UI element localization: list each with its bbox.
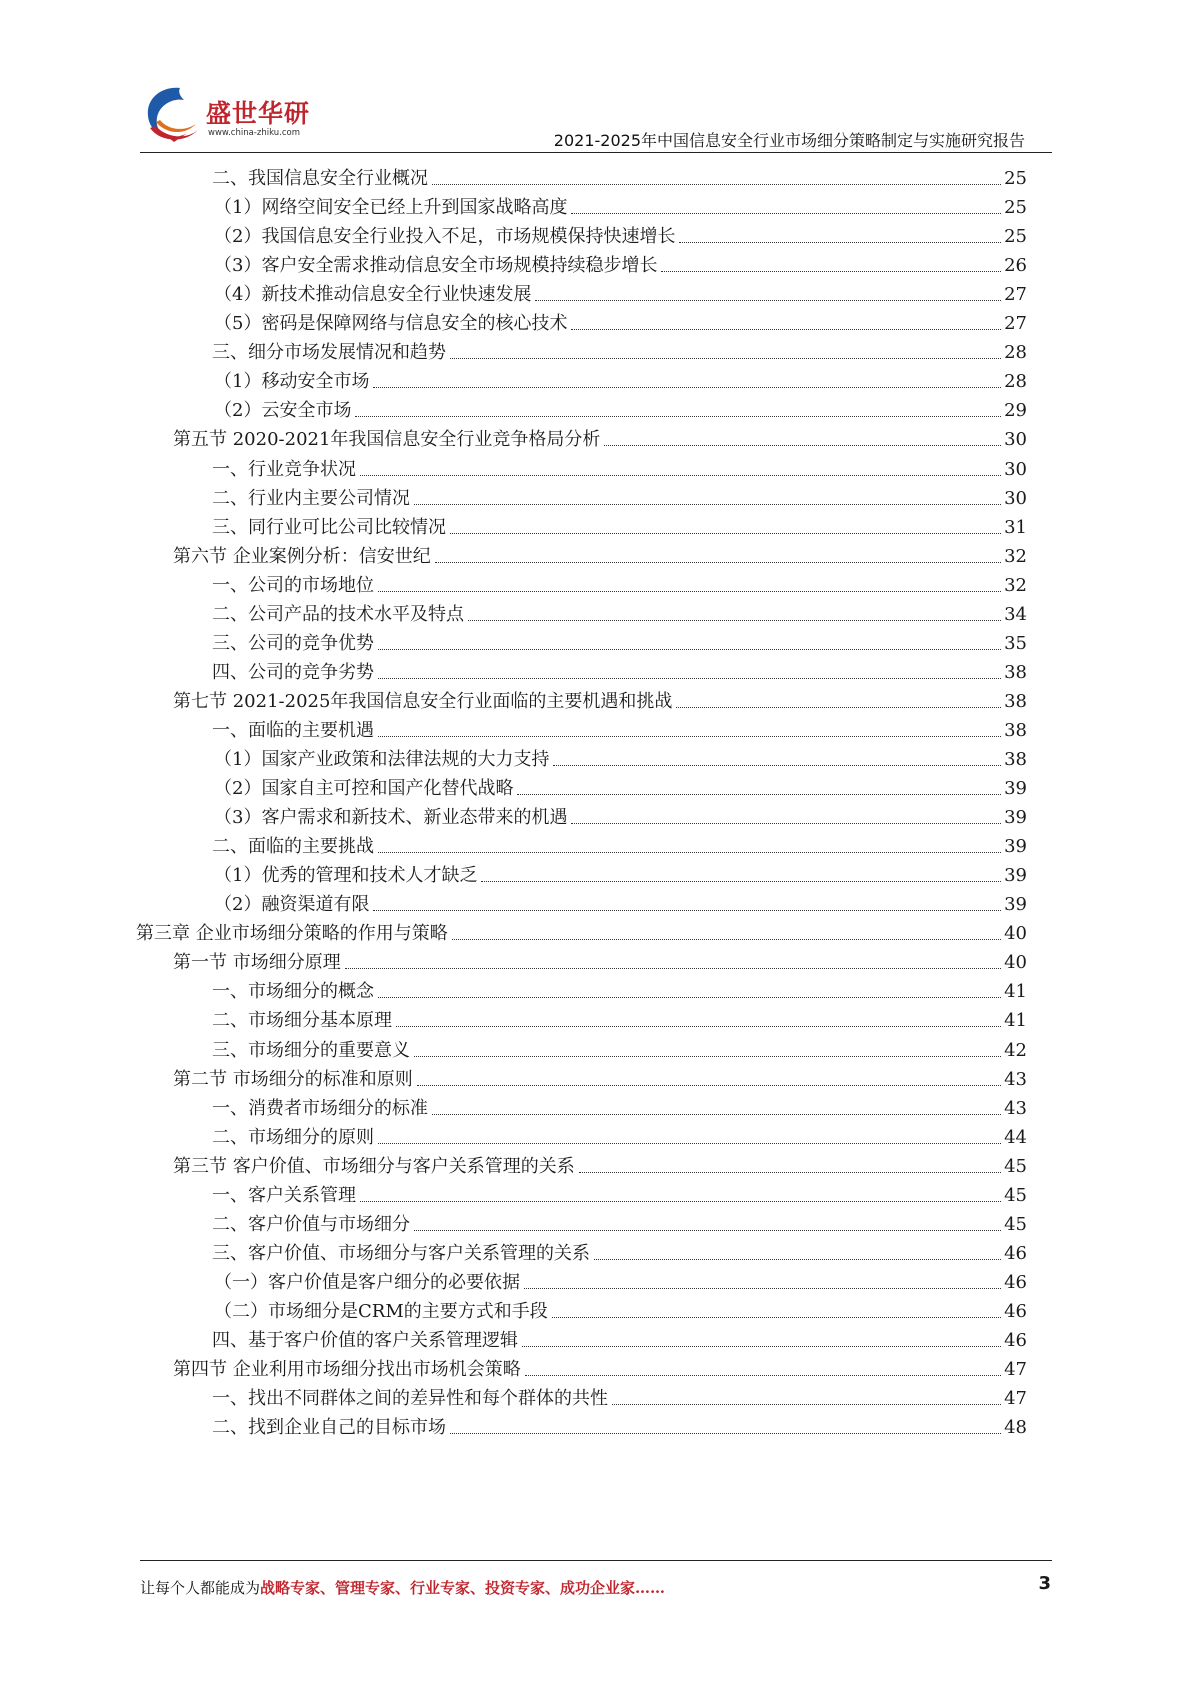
toc-entry-page: 34 bbox=[1004, 603, 1027, 625]
toc-entry[interactable] bbox=[214, 743, 1027, 771]
toc-entry[interactable] bbox=[212, 569, 1027, 597]
toc-entry-page: 41 bbox=[1004, 981, 1027, 1003]
logo-url: www.china-zhiku.com bbox=[208, 128, 300, 138]
toc-entry-title: 一、找出不同群体之间的差异性和每个群体的共性 bbox=[212, 1388, 608, 1410]
toc-dot-leader bbox=[360, 1201, 1001, 1202]
toc-entry[interactable] bbox=[173, 1063, 1027, 1091]
toc-entry-page: 47 bbox=[1004, 1388, 1027, 1410]
toc-entry[interactable] bbox=[212, 1034, 1027, 1062]
header-divider bbox=[140, 152, 1052, 153]
toc-entry[interactable] bbox=[212, 162, 1027, 190]
toc-entry-page: 30 bbox=[1004, 487, 1027, 509]
toc-entry[interactable] bbox=[214, 772, 1027, 800]
toc-entry[interactable] bbox=[212, 1411, 1027, 1439]
toc-entry[interactable] bbox=[214, 1295, 1027, 1323]
toc-entry[interactable] bbox=[214, 278, 1027, 306]
toc-dot-leader bbox=[535, 300, 1001, 301]
toc-entry-title: 四、公司的竞争劣势 bbox=[212, 661, 374, 683]
toc-entry[interactable] bbox=[214, 307, 1027, 335]
toc-entry-page: 35 bbox=[1004, 632, 1027, 654]
footer-slogan-highlight: 战略专家、管理专家、行业专家、投资专家、成功企业家…… bbox=[260, 1579, 666, 1597]
toc-entry[interactable] bbox=[212, 1324, 1027, 1352]
toc-entry[interactable] bbox=[214, 249, 1027, 277]
toc-entry-title: （5）密码是保障网络与信息安全的核心技术 bbox=[214, 313, 568, 335]
toc-entry-page: 30 bbox=[1004, 458, 1027, 480]
toc-entry[interactable] bbox=[212, 714, 1027, 742]
toc-entry-page: 31 bbox=[1004, 516, 1027, 538]
toc-entry-page: 41 bbox=[1004, 1010, 1027, 1032]
page-header bbox=[140, 82, 1050, 152]
toc-entry-title: 第四节 企业利用市场细分找出市场机会策略 bbox=[173, 1359, 521, 1381]
toc-dot-leader bbox=[679, 242, 1001, 243]
toc-entry-page: 39 bbox=[1004, 865, 1027, 887]
toc-entry-title: （4）新技术推动信息安全行业快速发展 bbox=[214, 284, 532, 306]
toc-entry[interactable] bbox=[212, 1237, 1027, 1265]
toc-dot-leader bbox=[594, 1259, 1001, 1260]
toc-dot-leader bbox=[432, 184, 1001, 185]
toc-entry-page: 47 bbox=[1004, 1359, 1027, 1381]
toc-entry-title: 第三节 客户价值、市场细分与客户关系管理的关系 bbox=[173, 1155, 575, 1177]
toc-entry-title: 第二节 市场细分的标准和原则 bbox=[173, 1068, 413, 1090]
toc-entry[interactable] bbox=[212, 975, 1027, 1003]
toc-entry-title: 二、找到企业自己的目标市场 bbox=[212, 1417, 446, 1439]
toc-entry-page: 28 bbox=[1004, 342, 1027, 364]
toc-dot-leader bbox=[571, 329, 1001, 330]
toc-dot-leader bbox=[612, 1404, 1001, 1405]
toc-entry-page: 40 bbox=[1004, 952, 1027, 974]
toc-dot-leader bbox=[345, 968, 1001, 969]
toc-entry-page: 32 bbox=[1004, 574, 1027, 596]
toc-entry[interactable] bbox=[212, 598, 1027, 626]
toc-dot-leader bbox=[414, 504, 1001, 505]
toc-dot-leader bbox=[604, 445, 1001, 446]
toc-dot-leader bbox=[414, 1230, 1001, 1231]
toc-dot-leader bbox=[553, 765, 1001, 766]
logo-emblem-icon bbox=[140, 82, 210, 152]
toc-entry[interactable] bbox=[212, 656, 1027, 684]
toc-entry[interactable] bbox=[173, 1150, 1027, 1178]
toc-entry-page: 45 bbox=[1004, 1155, 1027, 1177]
toc-dot-leader bbox=[452, 939, 1001, 940]
toc-entry[interactable] bbox=[136, 917, 1027, 945]
toc-entry-title: 第三章 企业市场细分策略的作用与策略 bbox=[136, 923, 448, 945]
toc-dot-leader bbox=[396, 1026, 1001, 1027]
toc-entry[interactable] bbox=[212, 1382, 1027, 1410]
toc-entry-title: 四、基于客户价值的客户关系管理逻辑 bbox=[212, 1330, 518, 1351]
toc-entry[interactable] bbox=[212, 336, 1027, 364]
toc-dot-leader bbox=[435, 562, 1001, 563]
toc-entry-title: 三、客户价值、市场细分与客户关系管理的关系 bbox=[212, 1242, 590, 1264]
page-number: 3 bbox=[1038, 1573, 1051, 1594]
toc-dot-leader bbox=[676, 707, 1001, 708]
toc-dot-leader bbox=[378, 852, 1001, 853]
toc-dot-leader bbox=[378, 997, 1001, 998]
toc-dot-leader bbox=[525, 1375, 1001, 1376]
toc-dot-leader bbox=[360, 475, 1001, 476]
toc-dot-leader bbox=[373, 387, 1001, 388]
toc-entry[interactable] bbox=[214, 859, 1027, 887]
toc-dot-leader bbox=[481, 881, 1001, 882]
toc-entry[interactable] bbox=[214, 888, 1027, 916]
toc-dot-leader bbox=[355, 416, 1001, 417]
toc-entry-title: 第一节 市场细分原理 bbox=[173, 952, 341, 974]
toc-entry[interactable] bbox=[212, 1004, 1027, 1032]
toc-entry-page: 40 bbox=[1004, 923, 1027, 945]
toc-entry-page: 39 bbox=[1004, 778, 1027, 800]
toc-entry-title: （3）客户安全需求推动信息安全市场规模持续稳步增长 bbox=[214, 255, 658, 277]
toc-entry-page: 46 bbox=[1004, 1330, 1027, 1351]
toc-dot-leader bbox=[468, 620, 1001, 621]
toc-entry-page: 42 bbox=[1004, 1039, 1027, 1061]
toc-entry-title: 二、公司产品的技术水平及特点 bbox=[212, 603, 464, 625]
toc-dot-leader bbox=[517, 794, 1001, 795]
toc-entry-page: 38 bbox=[1004, 661, 1027, 683]
toc-entry-title: （2）融资渠道有限 bbox=[214, 894, 370, 916]
toc-entry[interactable] bbox=[173, 540, 1027, 568]
toc-dot-leader bbox=[579, 1172, 1001, 1173]
toc-entry-title: 第五节 2020-2021年我国信息安全行业竞争格局分析 bbox=[173, 429, 601, 451]
toc-entry-page: 38 bbox=[1004, 749, 1027, 770]
toc-dot-leader bbox=[417, 1085, 1001, 1086]
toc-entry-title: 二、市场细分的原则 bbox=[212, 1126, 374, 1148]
toc-entry[interactable] bbox=[214, 801, 1027, 829]
toc-dot-leader bbox=[524, 1288, 1001, 1289]
toc-dot-leader bbox=[522, 1346, 1001, 1347]
toc-entry-title: 第七节 2021-2025年我国信息安全行业面临的主要机遇和挑战 bbox=[173, 690, 673, 712]
toc-entry-title: 一、行业竞争状况 bbox=[212, 458, 356, 480]
toc-dot-leader bbox=[378, 649, 1001, 650]
toc-entry[interactable] bbox=[214, 191, 1027, 219]
toc-entry-page: 39 bbox=[1004, 894, 1027, 916]
toc-entry-title: （3）客户需求和新技术、新业态带来的机遇 bbox=[214, 807, 568, 829]
toc-dot-leader bbox=[552, 1317, 1001, 1318]
toc-entry[interactable] bbox=[212, 1121, 1027, 1149]
toc-entry-page: 29 bbox=[1004, 400, 1027, 422]
toc-entry-title: 三、细分市场发展情况和趋势 bbox=[212, 342, 446, 364]
footer-divider bbox=[140, 1560, 1052, 1561]
toc-dot-leader bbox=[378, 736, 1001, 737]
toc-entry[interactable] bbox=[212, 830, 1027, 858]
toc-entry-title: 三、公司的竞争优势 bbox=[212, 632, 374, 654]
toc-entry-title: （2）我国信息安全行业投入不足，市场规模保持快速增长 bbox=[214, 226, 676, 248]
footer-slogan-prefix: 让每个人都能成为 bbox=[140, 1579, 261, 1597]
toc-entry-title: 第六节 企业案例分析：信安世纪 bbox=[173, 545, 431, 567]
toc-entry[interactable] bbox=[212, 482, 1027, 510]
toc-entry-title: （二）市场细分是CRM的主要方式和手段 bbox=[214, 1300, 548, 1322]
toc-entry-title: 二、我国信息安全行业概况 bbox=[212, 168, 428, 189]
toc-dot-leader bbox=[414, 1056, 1001, 1057]
toc-entry[interactable] bbox=[212, 1092, 1027, 1120]
toc-entry-page: 25 bbox=[1004, 197, 1027, 219]
toc-entry-title: 三、市场细分的重要意义 bbox=[212, 1039, 410, 1061]
toc-entry-title: （1）网络空间安全已经上升到国家战略高度 bbox=[214, 197, 568, 219]
toc-entry[interactable] bbox=[212, 453, 1027, 481]
toc-entry-page: 25 bbox=[1004, 226, 1027, 248]
toc-dot-leader bbox=[450, 1433, 1001, 1434]
toc-entry[interactable] bbox=[212, 1179, 1027, 1207]
toc-entry-title: 二、行业内主要公司情况 bbox=[212, 487, 410, 509]
toc-entry-page: 39 bbox=[1004, 807, 1027, 829]
toc-entry-title: 三、同行业可比公司比较情况 bbox=[212, 516, 446, 538]
toc-entry[interactable] bbox=[173, 1353, 1027, 1381]
toc-entry[interactable] bbox=[173, 423, 1027, 451]
report-title: 2021-2025年中国信息安全行业市场细分策略制定与实施研究报告 bbox=[553, 131, 1025, 150]
toc-entry-page: 45 bbox=[1004, 1184, 1027, 1206]
footer-slogan bbox=[140, 1577, 665, 1598]
toc-entry-title: 二、面临的主要挑战 bbox=[212, 836, 374, 858]
toc-entry-page: 46 bbox=[1004, 1242, 1027, 1264]
toc-entry-page: 28 bbox=[1004, 371, 1027, 393]
toc-entry-page: 43 bbox=[1004, 1097, 1027, 1119]
toc-dot-leader bbox=[450, 358, 1001, 359]
toc-entry[interactable] bbox=[212, 627, 1027, 655]
toc-entry-title: 一、市场细分的概念 bbox=[212, 981, 374, 1003]
toc-entry-page: 45 bbox=[1004, 1213, 1027, 1235]
toc-dot-leader bbox=[378, 678, 1001, 679]
toc-entry-page: 39 bbox=[1004, 836, 1027, 858]
toc-entry-page: 38 bbox=[1004, 719, 1027, 741]
toc-entry-page: 27 bbox=[1004, 284, 1027, 306]
toc-dot-leader bbox=[661, 271, 1001, 272]
toc-entry-title: 一、面临的主要机遇 bbox=[212, 719, 374, 741]
toc-dot-leader bbox=[432, 1114, 1001, 1115]
toc-entry-title: 一、公司的市场地位 bbox=[212, 574, 374, 596]
toc-entry-page: 32 bbox=[1004, 545, 1027, 567]
toc-entry-title: （1）国家产业政策和法律法规的大力支持 bbox=[214, 749, 550, 770]
toc-entry-page: 44 bbox=[1004, 1126, 1027, 1148]
toc-entry-page: 26 bbox=[1004, 255, 1027, 277]
toc-entry-title: （1）优秀的管理和技术人才缺乏 bbox=[214, 865, 478, 887]
toc-entry[interactable] bbox=[173, 946, 1027, 974]
toc-dot-leader bbox=[373, 910, 1001, 911]
toc-entry-page: 43 bbox=[1004, 1068, 1027, 1090]
toc-entry[interactable] bbox=[214, 1266, 1027, 1294]
toc-entry-page: 38 bbox=[1004, 690, 1027, 712]
toc-entry-page: 48 bbox=[1004, 1417, 1027, 1439]
toc-entry-title: 二、市场细分基本原理 bbox=[212, 1010, 392, 1032]
toc-entry-page: 46 bbox=[1004, 1271, 1027, 1293]
toc-entry-page: 30 bbox=[1004, 429, 1027, 451]
toc-entry-title: （2）云安全市场 bbox=[214, 400, 352, 422]
toc-entry[interactable] bbox=[212, 511, 1027, 539]
toc-entry-title: （一）客户价值是客户细分的必要依据 bbox=[214, 1271, 520, 1293]
toc-entry-page: 25 bbox=[1004, 168, 1027, 189]
toc-entry[interactable] bbox=[214, 220, 1027, 248]
toc-dot-leader bbox=[571, 823, 1001, 824]
toc-dot-leader bbox=[571, 213, 1001, 214]
logo-text: 盛世华研 bbox=[206, 99, 311, 128]
toc-entry[interactable] bbox=[212, 1208, 1027, 1236]
toc-dot-leader bbox=[450, 533, 1001, 534]
toc-entry-page: 46 bbox=[1004, 1300, 1027, 1322]
toc-entry-title: 一、消费者市场细分的标准 bbox=[212, 1097, 428, 1119]
company-logo bbox=[140, 82, 310, 152]
toc-entry[interactable] bbox=[214, 365, 1027, 393]
toc-entry-title: （1）移动安全市场 bbox=[214, 371, 370, 393]
toc-dot-leader bbox=[378, 1143, 1001, 1144]
toc-entry[interactable] bbox=[173, 685, 1027, 713]
toc-entry[interactable] bbox=[214, 394, 1027, 422]
toc-entry-title: （2）国家自主可控和国产化替代战略 bbox=[214, 778, 514, 800]
toc-entry-title: 二、客户价值与市场细分 bbox=[212, 1213, 410, 1235]
toc-dot-leader bbox=[378, 591, 1001, 592]
toc-entry-page: 27 bbox=[1004, 313, 1027, 335]
toc-entry-title: 一、客户关系管理 bbox=[212, 1184, 356, 1206]
